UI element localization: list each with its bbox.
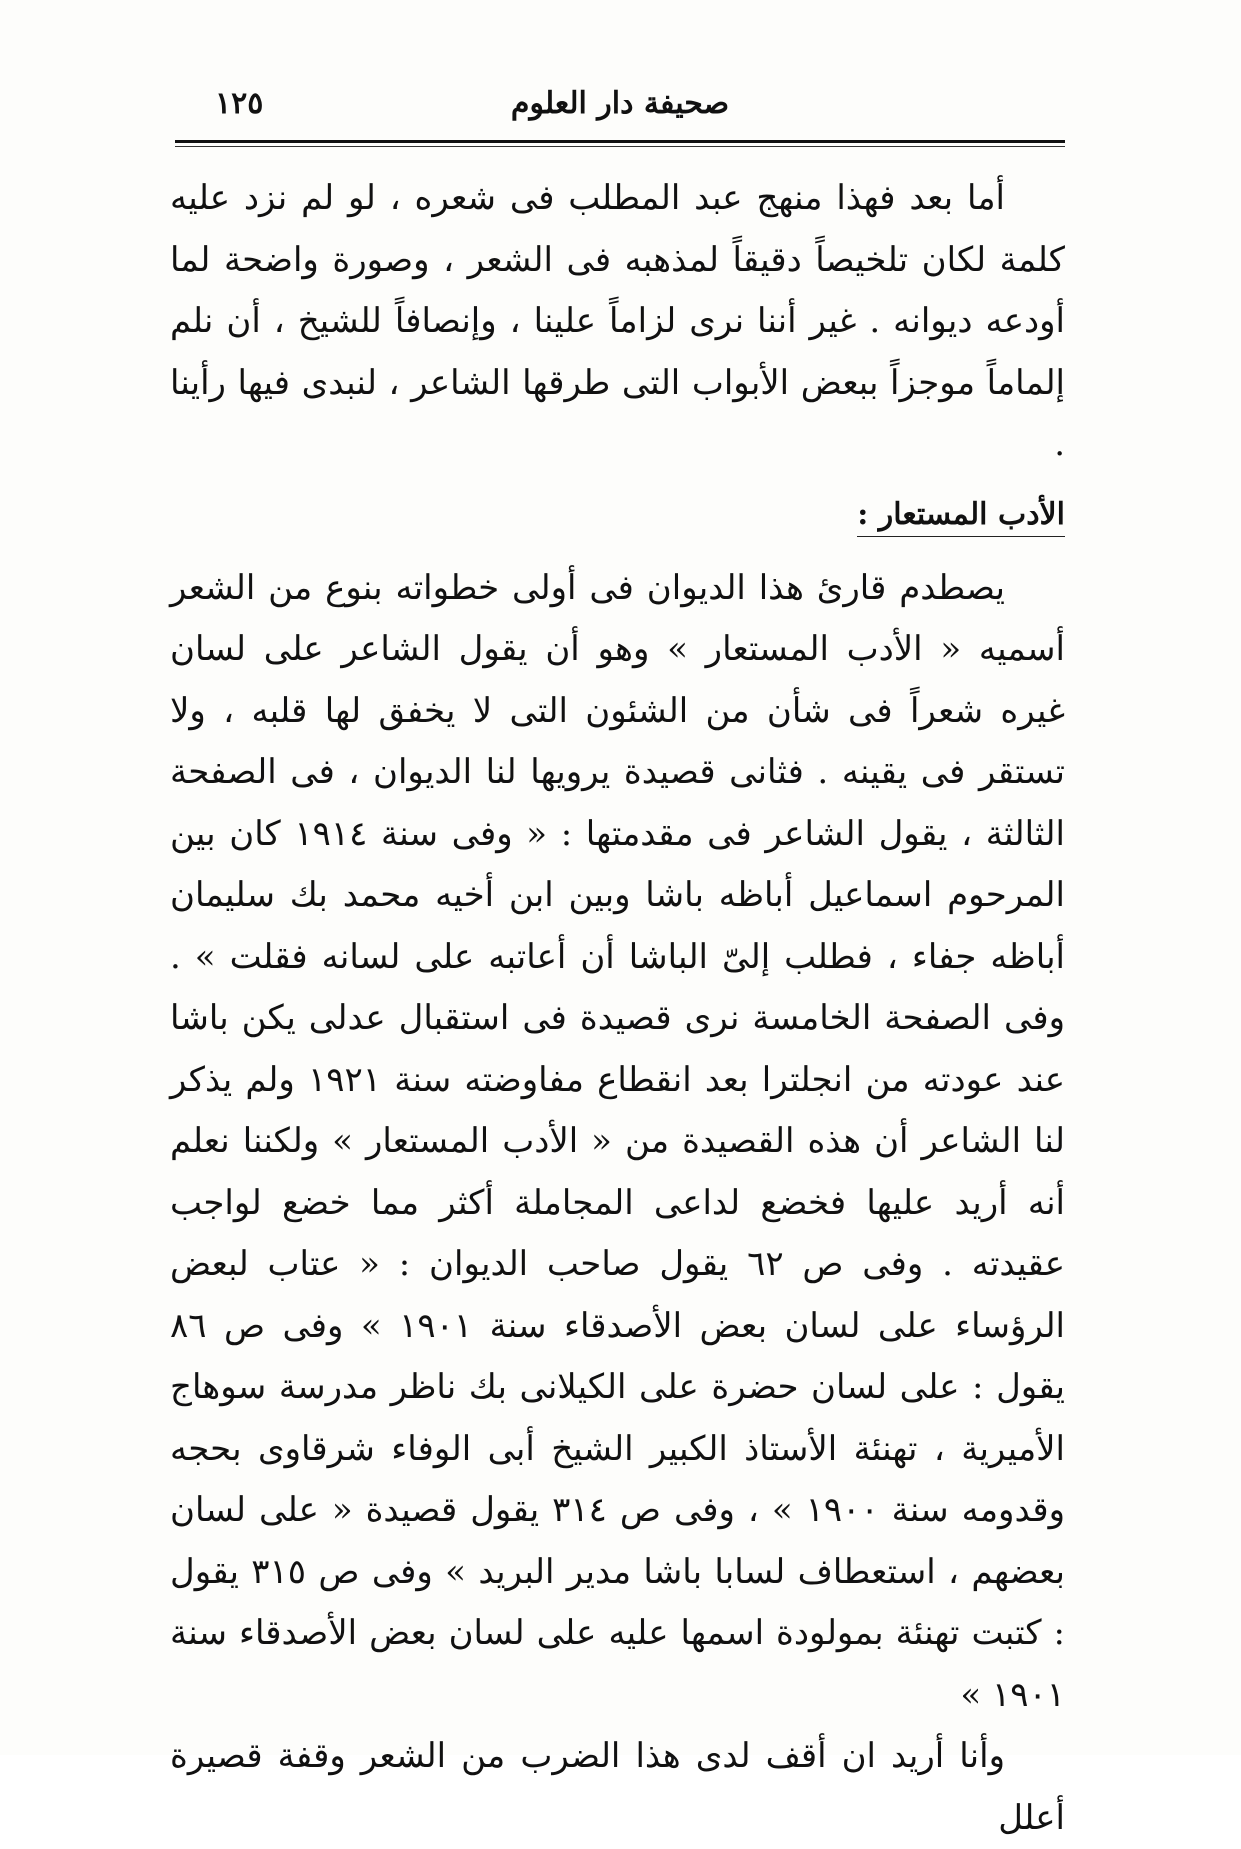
body-text xyxy=(170,168,1065,1849)
running-title: صحيفة دار العلوم xyxy=(510,86,730,121)
section-heading-text: الأدب المستعار : xyxy=(857,497,1065,537)
page-header xyxy=(175,78,1065,138)
header-rule xyxy=(175,140,1065,143)
section-heading xyxy=(170,490,1065,540)
paragraph-intro: أما بعد فهذا منهج عبد المطلب فى شعره ، لو لم نزد عليه كلمة لكان تلخيصاً دقيقاً لمذهبه فى الشعر ، وصورة واضحة لما أودعه ديوانه . غير أننا نرى لزاماً علينا ، وإنصافاً للشيخ ، أن نلم إلماماً موجزاً ببعض الأبواب التى طرقها الشاعر ، لنبدى فيها رأينا . xyxy=(170,178,1065,464)
page-number: ١٢٥ xyxy=(215,86,264,121)
paragraph-borrowed-literature: يصطدم قارئ هذا الديوان فى أولى خطواته بنوع من الشعر أسميه « الأدب المستعار » وهو أن يقول الشاعر على لسان غيره شعراً فى شأن من الشئون التى لا يخفق لها قلبه ، ولا تستقر فى يقينه . فثانى قصيدة يرويها لنا الديوان ، فى الصفحة الثالثة ، يقول الشاعر فى مقدمتها : « وفى سنة ١٩١٤ كان بين المرحوم اسماعيل أباظه باشا وبين ابن أخيه محمد بك سليمان أباظه جفاء ، فطلب إلىّ الباشا أن أعاتبه على لسانه فقلت » . وفى الصفحة الخامسة نرى قصيدة فى استقبال عدلى يكن باشا عند عودته من انجلترا بعد انقطاع مفاوضته سنة ١٩٢١ ولم يذكر لنا الشاعر أن هذه القصيدة من « الأدب المستعار » ولكننا نعلم أنه أريد عليها فخضع لداعى المجاملة أكثر مما خضع لواجب عقيدته . وفى ص ٦٢ يقول صاحب الديوان : « عتاب لبعض الرؤساء على لسان بعض الأصدقاء سنة ١٩٠١ » وفى ص ٨٦ يقول : على لسان حضرة على الكيلانى بك ناظر مدرسة سوهاج الأميرية ، تهنئة الأستاذ الكبير الشيخ أبى الوفاء شرقاوى بحجه وقدومه سنة ١٩٠٠ » ، وفى ص ٣١٤ يقول قصيدة « على لسان بعضهم ، استعطاف لسابا باشا مدير البريد » وفى ص ٣١٥ يقول : كتبت تهنئة بمولودة اسمها عليه على لسان بعض الأصدقاء سنة ١٩٠١ » xyxy=(170,567,1066,1715)
paragraph-closing: وأنا أريد ان أقف لدى هذا الضرب من الشعر وقفة قصيرة أعلل xyxy=(170,1736,1065,1838)
header-rule-thin xyxy=(175,146,1065,147)
